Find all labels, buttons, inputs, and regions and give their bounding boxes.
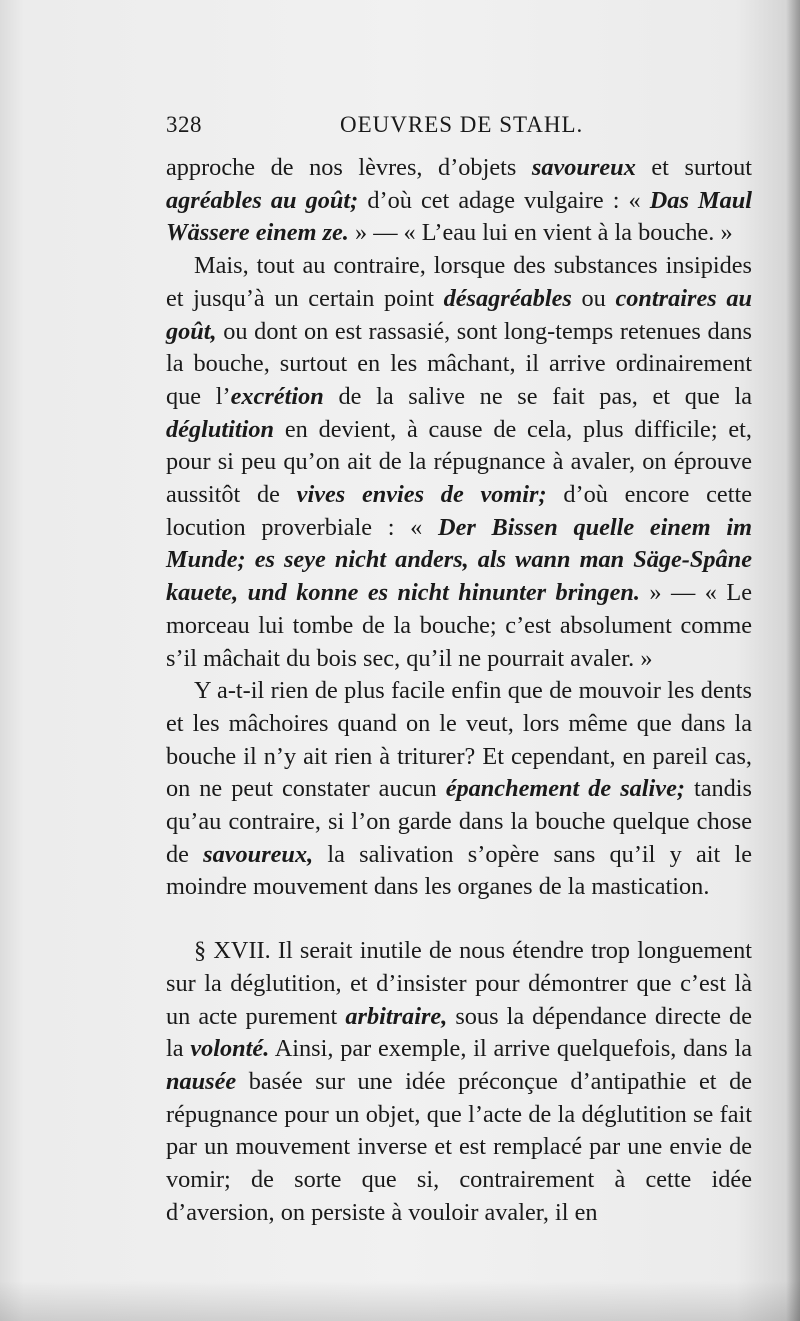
german-quote: Das Maul Wässere einem ze.	[166, 186, 752, 247]
italic-run: nausée	[166, 1067, 237, 1095]
page-number: 328	[166, 112, 202, 137]
page-header	[166, 112, 752, 142]
text-run: Mais, tout au contraire, lorsque des substances insipides et jusqu’à un certain point	[166, 252, 752, 312]
body-text	[166, 152, 752, 1230]
text-run: et surtout	[635, 154, 752, 181]
section-xvii-paragraph	[166, 935, 752, 1229]
italic-run: savoureux	[531, 154, 636, 181]
running-head: OEUVRES DE STAHL.	[340, 112, 584, 137]
text-run: approche de nos lèvres, d’objets	[166, 154, 532, 181]
italic-run: arbitraire,	[345, 1002, 448, 1030]
italic-run: déglutition	[166, 415, 275, 443]
text-run: de la salive ne se fait pas, et que la	[323, 382, 753, 410]
italic-run: vives envies de vomir;	[296, 481, 547, 509]
italic-run: épanchement de salive;	[445, 775, 685, 803]
text-run: ou dont on est rassasié, sont long-temps retenues dans la bouche, surtout en les mâchant, il arrive ordinairement que l’	[166, 317, 752, 410]
text-run: en devient, à cause de cela, plus difficile; et, pour si peu qu’on ait de la répugnance à avaler, on éprouve aussitôt de	[166, 415, 752, 509]
text-run: d’où encore cette locution proverbiale : «	[166, 481, 752, 541]
text-run: d’où cet adage vulgaire : «	[358, 186, 650, 214]
page-edge-shadow	[786, 0, 800, 1321]
paragraph-1	[166, 152, 752, 250]
italic-run: désagréables	[443, 284, 572, 312]
text-run: ou	[571, 284, 616, 312]
text-run: basée sur une idée préconçue d’antipathie et de répugnance pour un objet, que l’acte de la déglutition se fait par un mouvement inverse et est remplacé par une envie de vomir; de sorte que si, contrairement à cette idée d’aversion, on persiste à vouloir avaler, il en	[166, 1067, 752, 1226]
paragraph-2	[166, 250, 752, 675]
italic-run: agréables au goût;	[166, 186, 359, 214]
text-run: la salivation s’opère sans qu’il y ait le moindre mouvement dans les organes de la mastication.	[166, 840, 752, 901]
text-run: Ainsi, par exemple, il arrive quelquefois, dans la	[269, 1035, 753, 1063]
text-run: sous la dépendance directe de la	[166, 1002, 752, 1063]
text-run: tandis qu’au contraire, si l’on garde dans la bouche quelque chose de	[166, 775, 752, 868]
text-run: » — « L’eau lui en vient à la bouche. »	[348, 219, 733, 247]
paragraph-3	[166, 675, 752, 904]
text-run: Y a-t-il rien de plus facile enfin que de mouvoir les dents et les mâchoires quand on le veut, lors même que dans la bouche il n’y ait rien à triturer? Et cependant, en pareil cas, on ne peut constater aucun	[166, 677, 752, 803]
text-run: » — « Le morceau lui tombe de la bouche; c’est absolument comme s’il mâchait du bois sec, qu’il ne pourrait avaler. »	[166, 579, 752, 672]
italic-run: volonté.	[190, 1035, 270, 1063]
german-quote: Der Bissen quelle einem im Munde; es seye nicht anders, als wann man Säge-Spâne kauete, und konne es nicht hinunter bringen.	[166, 513, 752, 607]
italic-run: excrétion	[230, 382, 324, 410]
italic-run: contraires au goût,	[166, 284, 752, 345]
italic-run: savoureux,	[203, 840, 314, 868]
page-bottom-shadow	[0, 1281, 800, 1321]
text-run: § XVII. Il serait inutile de nous étendre trop longuement sur la déglutition, et d’insister pour démontrer que c’est là un acte purement	[166, 937, 752, 1030]
